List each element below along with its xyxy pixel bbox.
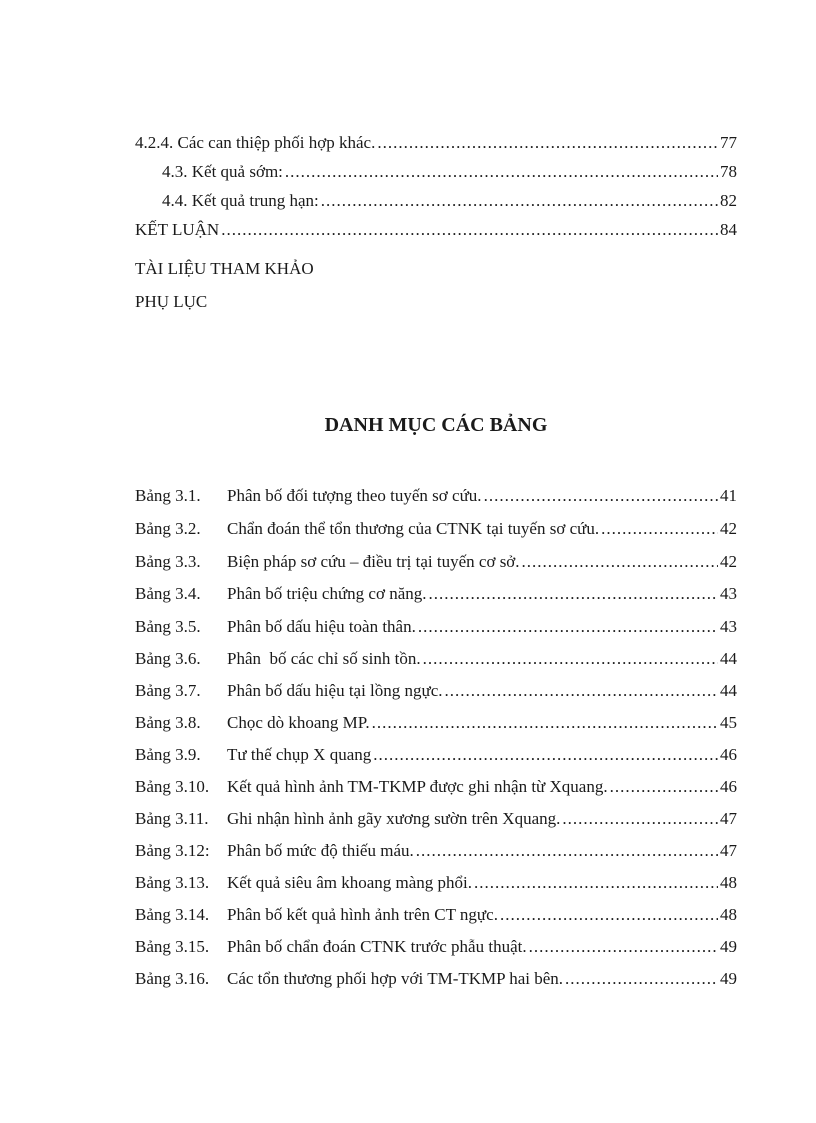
table-page: 43 bbox=[720, 617, 737, 636]
table-list-item[interactable] bbox=[135, 872, 737, 894]
toc-entry[interactable] bbox=[162, 190, 737, 212]
table-label: Bảng 3.10. bbox=[135, 777, 210, 796]
table-list-item[interactable] bbox=[135, 616, 737, 638]
table-label: Bảng 3.14. bbox=[135, 905, 210, 924]
table-page: 46 bbox=[720, 777, 737, 796]
table-label: Bảng 3.6. bbox=[135, 649, 201, 668]
table-list-item[interactable] bbox=[135, 648, 737, 670]
table-title: Ghi nhận hình ảnh gãy xương sườn trên Xquang. bbox=[227, 809, 561, 828]
table-title: Kết quả siêu âm khoang màng phổi. bbox=[227, 873, 473, 892]
toc-entry-page: 84 bbox=[720, 220, 737, 239]
table-page: 43 bbox=[720, 584, 737, 603]
table-title: Kết quả hình ảnh TM-TKMP được ghi nhận từ Xquang. bbox=[227, 777, 608, 796]
toc-leader-dots bbox=[321, 190, 718, 212]
table-label: Bảng 3.9. bbox=[135, 745, 201, 764]
table-list-item[interactable] bbox=[135, 712, 737, 734]
table-title: Phân bố chẩn đoán CTNK trước phẫu thuật. bbox=[227, 937, 527, 956]
toc-entry-page: 78 bbox=[720, 162, 737, 181]
table-list-item[interactable] bbox=[135, 968, 737, 990]
table-label: Bảng 3.7. bbox=[135, 681, 201, 700]
toc-leader-dots bbox=[285, 161, 718, 183]
toc-leader-dots bbox=[601, 518, 718, 540]
table-list-item[interactable] bbox=[135, 904, 737, 926]
toc-leader-dots bbox=[373, 744, 718, 766]
toc-entry-text: KẾT LUẬN bbox=[135, 220, 220, 239]
table-title: Phân bố kết quả hình ảnh trên CT ngực. bbox=[227, 905, 498, 924]
toc-leader-dots bbox=[377, 132, 718, 154]
table-title: Biện pháp sơ cứu – điều trị tại tuyến cơ sở. bbox=[227, 552, 520, 571]
toc-entry-page: 77 bbox=[720, 133, 737, 152]
toc-entry-text: 4.3. Kết quả sớm: bbox=[162, 162, 283, 181]
table-title: Phân bố triệu chứng cơ năng. bbox=[227, 584, 427, 603]
toc-leader-dots bbox=[416, 840, 718, 862]
toc-leader-dots bbox=[429, 583, 719, 605]
table-title: Chẩn đoán thể tổn thương của CTNK tại tuyến sơ cứu. bbox=[227, 519, 600, 538]
table-list-item[interactable] bbox=[135, 936, 737, 958]
table-label: Bảng 3.11. bbox=[135, 809, 209, 828]
table-list-item[interactable] bbox=[135, 485, 737, 507]
table-list-item[interactable] bbox=[135, 583, 737, 605]
toc-leader-dots bbox=[221, 219, 718, 241]
toc-entry-page: 82 bbox=[720, 191, 737, 210]
table-title: Chọc dò khoang MP. bbox=[227, 713, 370, 732]
table-label: Bảng 3.13. bbox=[135, 873, 210, 892]
table-title: Phân bố các chỉ số sinh tồn. bbox=[227, 649, 421, 668]
table-page: 44 bbox=[720, 681, 737, 700]
toc-entry-text: 4.2.4. Các can thiệp phối hợp khác. bbox=[135, 133, 376, 152]
table-page: 42 bbox=[720, 519, 737, 538]
table-page: 49 bbox=[720, 969, 737, 988]
toc-leader-dots bbox=[418, 616, 718, 638]
toc-entry-text: 4.4. Kết quả trung hạn: bbox=[162, 191, 319, 210]
table-list-item[interactable] bbox=[135, 551, 737, 573]
table-page: 49 bbox=[720, 937, 737, 956]
table-title: Tư thế chụp X quang bbox=[227, 745, 372, 764]
toc-entry[interactable] bbox=[135, 132, 737, 154]
table-page: 47 bbox=[720, 841, 737, 860]
table-label: Bảng 3.4. bbox=[135, 584, 201, 603]
table-list-item[interactable] bbox=[135, 680, 737, 702]
table-list-item[interactable] bbox=[135, 744, 737, 766]
section-title: DANH MỤC CÁC BẢNG bbox=[324, 414, 548, 436]
table-list-item[interactable] bbox=[135, 808, 737, 830]
toc-leader-dots bbox=[565, 968, 718, 990]
table-title: Phân bố dấu hiệu tại lồng ngực. bbox=[227, 681, 443, 700]
table-label: Bảng 3.15. bbox=[135, 937, 210, 956]
table-page: 42 bbox=[720, 552, 737, 571]
toc-leader-dots bbox=[610, 776, 718, 798]
toc-leader-dots bbox=[529, 936, 718, 958]
toc-leader-dots bbox=[522, 551, 718, 573]
toc-leader-dots bbox=[372, 712, 718, 734]
toc-references[interactable]: TÀI LIỆU THAM KHẢO bbox=[135, 259, 314, 278]
table-title: Phân bố dấu hiệu toàn thân. bbox=[227, 617, 416, 636]
toc-leader-dots bbox=[500, 904, 718, 926]
toc-leader-dots bbox=[562, 808, 718, 830]
toc-leader-dots bbox=[423, 648, 718, 670]
table-label: Bảng 3.16. bbox=[135, 969, 210, 988]
table-page: 48 bbox=[720, 905, 737, 924]
table-label: Bảng 3.5. bbox=[135, 617, 201, 636]
table-title: Các tổn thương phối hợp với TM-TKMP hai bên. bbox=[227, 969, 564, 988]
toc-leader-dots bbox=[445, 680, 718, 702]
table-label: Bảng 3.3. bbox=[135, 552, 201, 571]
table-page: 44 bbox=[720, 649, 737, 668]
table-list-item[interactable] bbox=[135, 840, 737, 862]
table-page: 47 bbox=[720, 809, 737, 828]
table-page: 48 bbox=[720, 873, 737, 892]
table-page: 46 bbox=[720, 745, 737, 764]
toc-leader-dots bbox=[474, 872, 718, 894]
table-label: Bảng 3.1. bbox=[135, 486, 201, 505]
toc-entry[interactable] bbox=[162, 161, 737, 183]
table-title: Phân bố đối tượng theo tuyến sơ cứu. bbox=[227, 486, 482, 505]
table-list-item[interactable] bbox=[135, 776, 737, 798]
table-label: Bảng 3.12: bbox=[135, 841, 210, 860]
table-list-item[interactable] bbox=[135, 518, 737, 540]
table-label: Bảng 3.8. bbox=[135, 713, 201, 732]
table-label: Bảng 3.2. bbox=[135, 519, 201, 538]
table-title: Phân bố mức độ thiếu máu. bbox=[227, 841, 414, 860]
toc-leader-dots bbox=[484, 485, 718, 507]
table-page: 41 bbox=[720, 486, 737, 505]
toc-entry[interactable] bbox=[135, 219, 737, 241]
toc-appendix[interactable]: PHỤ LỤC bbox=[135, 292, 208, 311]
table-page: 45 bbox=[720, 713, 737, 732]
